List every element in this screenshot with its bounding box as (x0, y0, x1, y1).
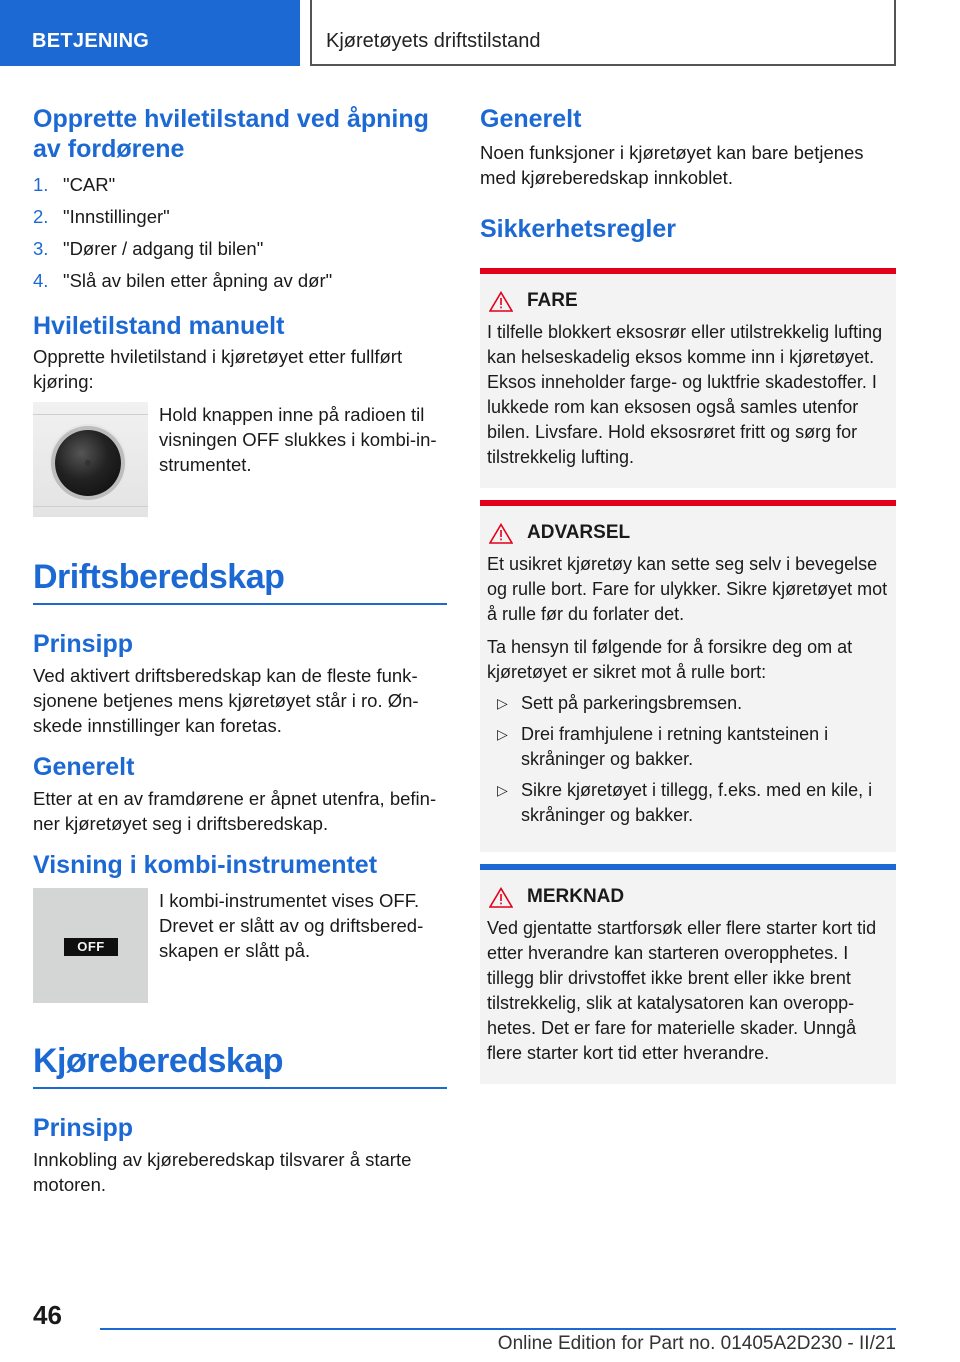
step-item: 1. "CAR" (33, 174, 116, 195)
list-item: ▷ Drei framhjulene i retning kantsteinen i skråninger og bakker. (487, 722, 888, 772)
warning-triangle-icon (489, 291, 513, 312)
warning-header (489, 522, 888, 544)
danger-label: FARE (527, 290, 578, 311)
list-item: ▷ Sett på parkeringsbremsen. (487, 691, 888, 716)
list-item: ▷ Sikre kjøretøyet i tillegg, f.eks. med en kile, i skråninger og bakker. (487, 778, 888, 828)
display-text: I kombi-instrumentet vises OFF. Drevet er slått av og driftsberedskapen er slått på. (159, 890, 424, 961)
danger-box (480, 268, 896, 488)
sleep-manual-heading: Hviletilstand manuelt (33, 312, 285, 340)
warning-label: ADVARSEL (527, 522, 631, 543)
edition-text: Online Edition for Part no. 01405A2D230 - II/21 (497, 1333, 896, 1354)
step-item: 2. "Innstillinger" (33, 206, 170, 227)
heading-rule (33, 1087, 447, 1089)
power-knob-icon (55, 430, 121, 496)
notice-text: Ved gjentatte startforsøk eller flere starter kort tid etter hverandre kan starteren overopphetes. I tillegg blir drivstoffet ikke brent eller ikke brent tilstrekkelig, slik at katalysatoren kan overopphetes. Det er fare for materielle skader. Unngå flere starter kort tid etter hverandre. (487, 918, 877, 1063)
radio-knob-image (33, 402, 148, 517)
page-number: 46 (33, 1300, 62, 1330)
sleep-manual-intro: Opprette hviletilstand i kjøretøyet etter fullført kjøring: (33, 346, 403, 392)
general-text: Noen funksjoner i kjøretøyet kan bare betjenes med kjøreberedskap innkoblet. (480, 142, 864, 188)
sleep-doors-steps (33, 172, 447, 293)
general-heading: Generelt (480, 105, 582, 133)
safety-heading: Sikkerhetsregler (480, 215, 676, 243)
warning-text: Et usikret kjøretøy kan sette seg selv i bevegelse og rulle bort. Fare for ulykker. Sikre kjøretøyet mot å rulle før du forlater det. (487, 554, 888, 624)
sleep-doors-heading: Opprette hviletilstand ved åpning av fordørene (33, 105, 429, 163)
drive-mode-principle-text: Innkobling av kjøreberedskap tilsvarer å starte motoren. (33, 1149, 412, 1195)
drive-ready-principle-text: Ved aktivert driftsberedskap kan de fleste funksjonene betjenes mens kjøretøyet står i ro. Ønskede innstillinger kan foretas. (33, 665, 419, 736)
warning-triangle-icon (489, 523, 513, 544)
warning-text-2: Ta hensyn til følgende for å forsikre deg om at kjøretøyet er sikret mot å rulle bort: (487, 637, 853, 682)
heading-rule (33, 603, 447, 605)
drive-ready-general-heading: Generelt (33, 753, 135, 781)
notice-header (489, 886, 888, 908)
sleep-manual-figure (33, 402, 447, 517)
drive-mode-principle-heading: Prinsipp (33, 1114, 134, 1142)
chapter-title: Kjøretøyets driftstilstand (310, 0, 896, 66)
display-heading: Visning i kombi-instrumentet (33, 851, 378, 879)
notice-box (480, 864, 896, 1084)
drive-ready-heading: Driftsberedskap (33, 558, 285, 596)
off-display-image (33, 888, 148, 1003)
sleep-manual-instruction: Hold knappen inne på radioen til visningen OFF slukkes i kombi-instrumentet. (159, 404, 437, 475)
triangle-bullet-icon: ▷ (497, 782, 508, 798)
triangle-bullet-icon: ▷ (497, 726, 508, 742)
step-item: 3. "Dører / adgang til bilen" (33, 238, 264, 259)
notice-label: MERKNAD (527, 886, 625, 907)
triangle-bullet-icon: ▷ (497, 695, 508, 711)
drive-ready-general-text: Etter at en av framdørene er åpnet utenfra, befinner kjøretøyet seg i driftsberedskap. (33, 788, 437, 834)
page-header (0, 0, 960, 66)
step-item: 4. "Slå av bilen etter åpning av dør" (33, 270, 333, 291)
display-figure (33, 888, 447, 1003)
warning-triangle-icon (489, 887, 513, 908)
drive-mode-heading: Kjøreberedskap (33, 1042, 283, 1080)
danger-header (489, 290, 888, 312)
footer-rule (100, 1328, 896, 1330)
drive-ready-principle-heading: Prinsipp (33, 630, 134, 658)
right-column (480, 104, 896, 1084)
danger-text: I tilfelle blokkert eksosrør eller utilstrekkelig lufting kan helseskadelig eksos komme inn i kjøretøyet. Eksos inneholder farge- og luktfrie skadestoffer. I lukkede rom kan eksosen også samles utenfor bilen. Livsfare. Hold eksosrøret fritt og sørg for tilstrekkelig lufting. (487, 322, 883, 467)
section-tab: BETJENING (0, 0, 300, 66)
left-column (33, 104, 447, 1197)
off-indicator: OFF (64, 938, 118, 956)
warning-box (480, 500, 896, 852)
warning-list (487, 691, 888, 828)
